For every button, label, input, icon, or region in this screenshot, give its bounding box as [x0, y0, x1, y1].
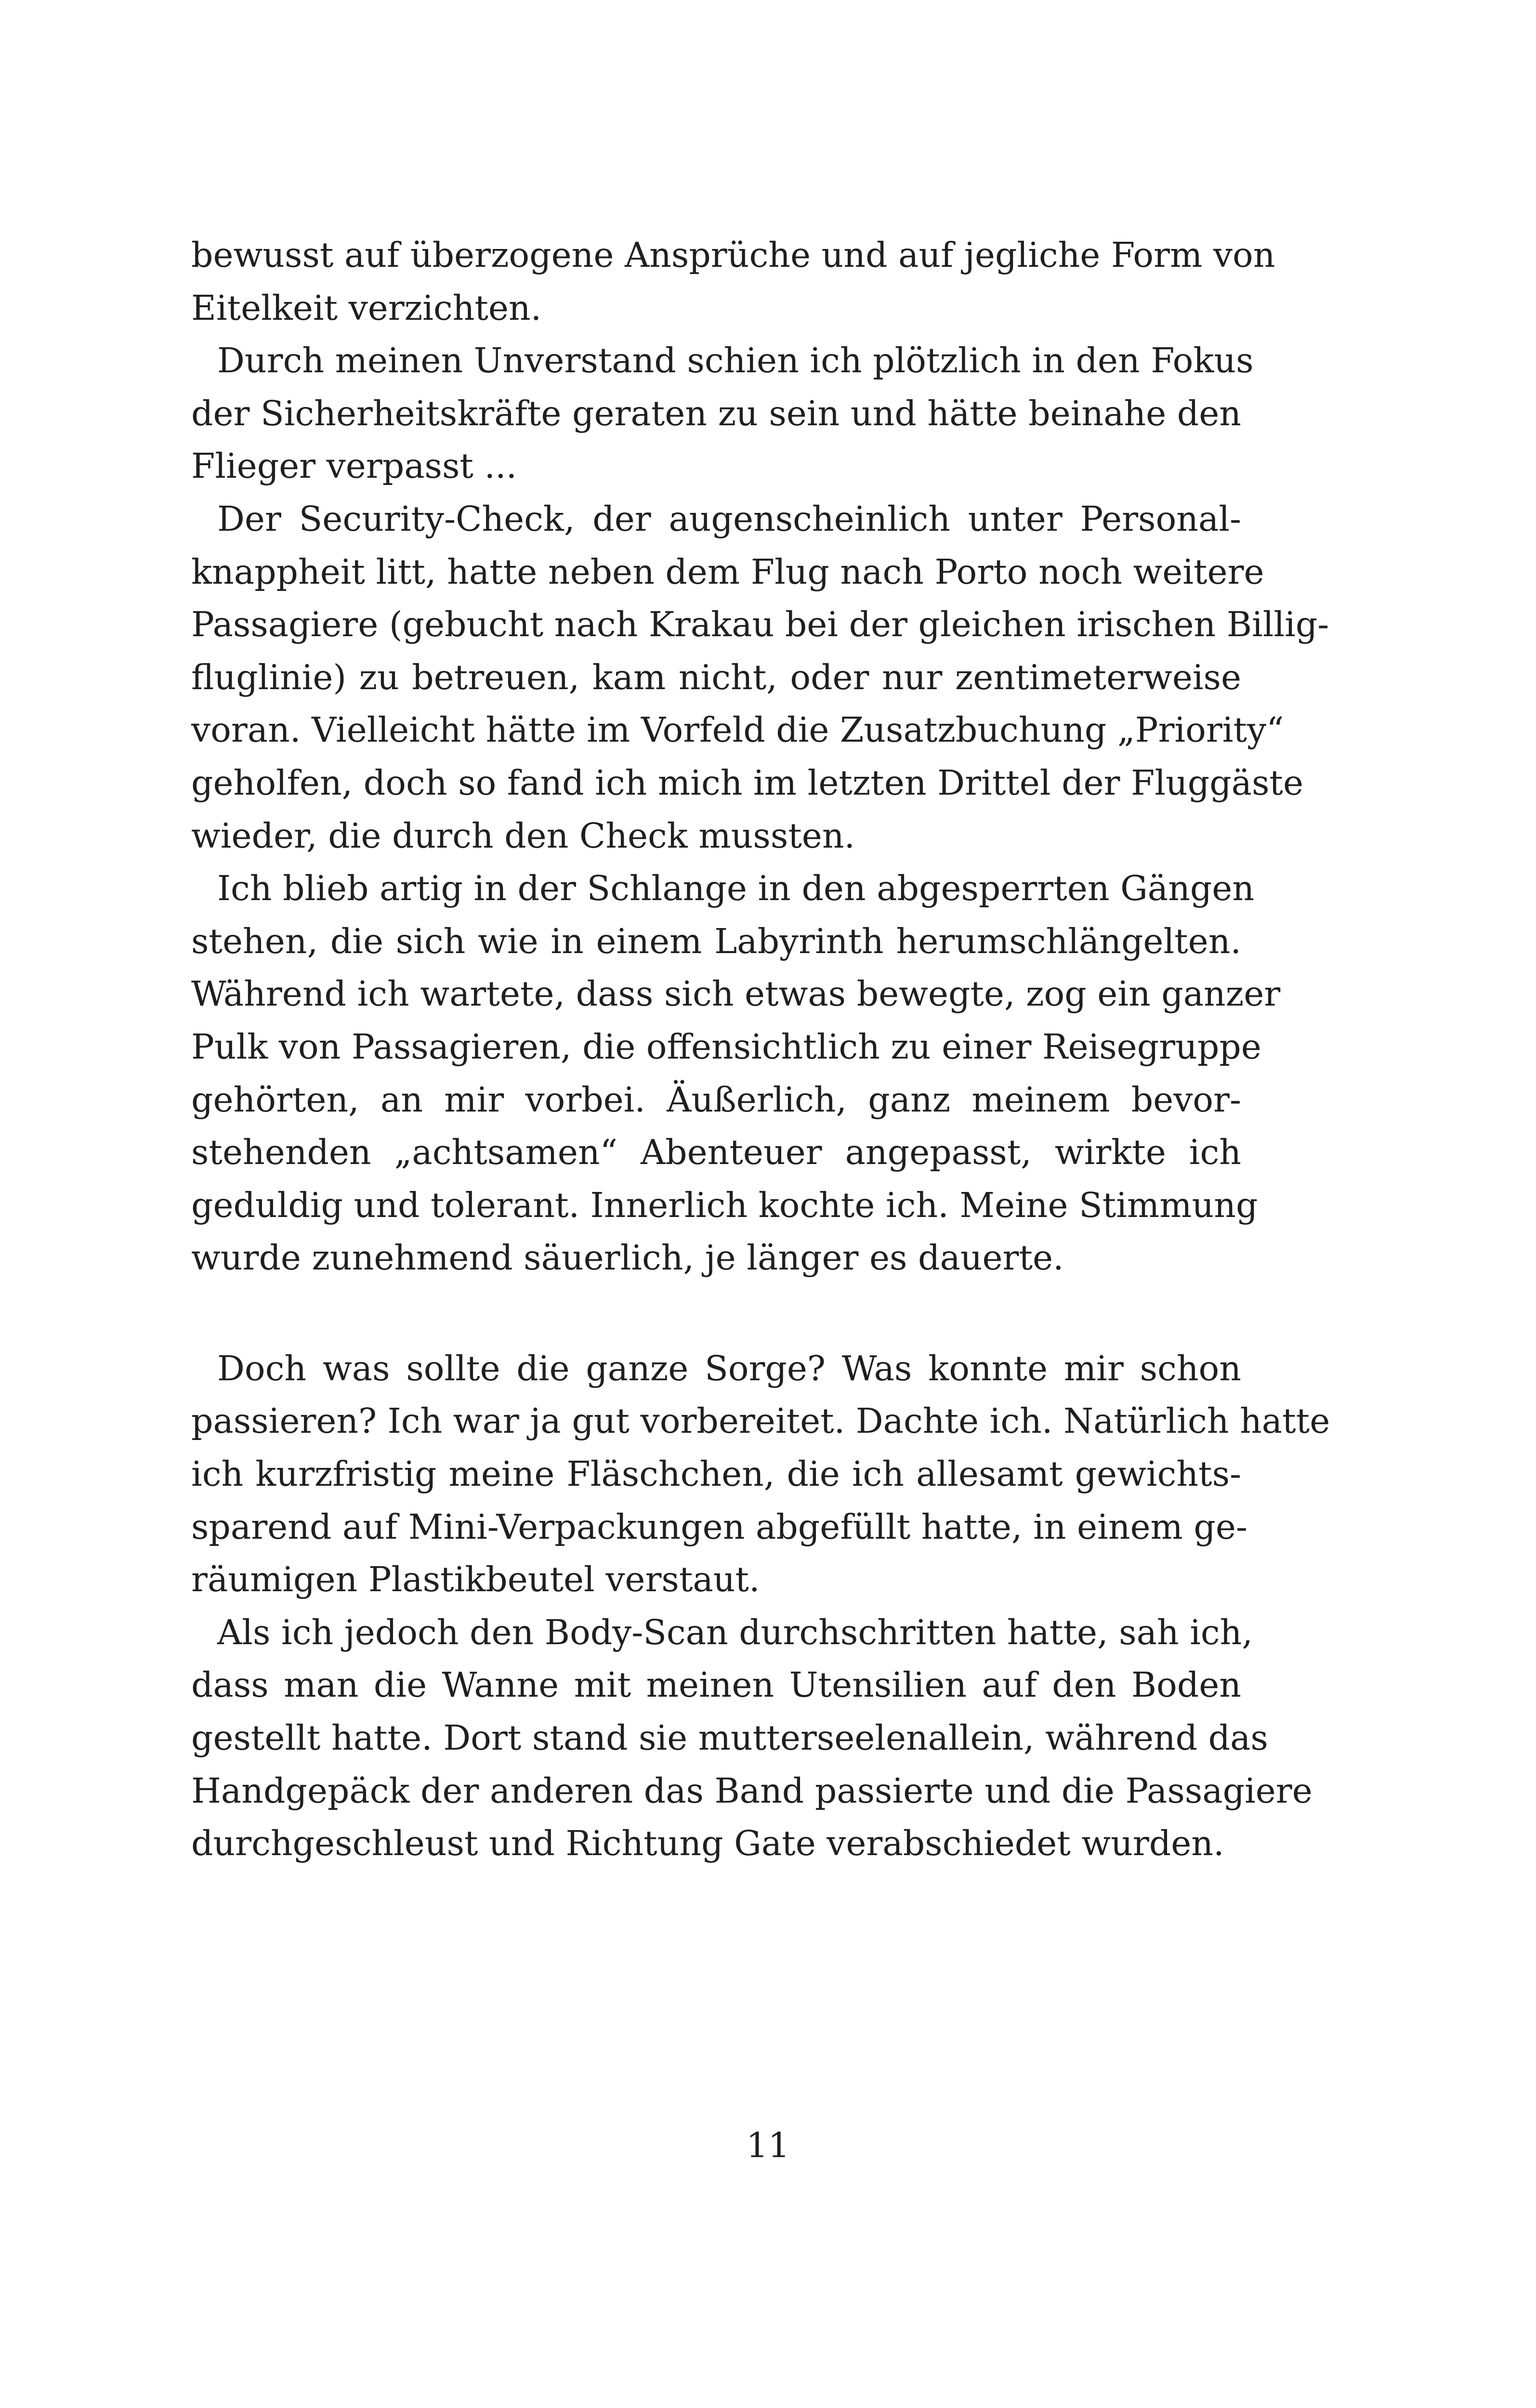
paragraph [191, 862, 1281, 1284]
text-line: knappheit litt, hatte neben dem Flug nach Porto noch weitere [191, 551, 1264, 592]
text-line: räumigen Plastikbeutel verstaut. [191, 1559, 760, 1600]
text-line: bewusst auf überzogene Ansprüche und auf jegliche Form von [191, 235, 1275, 275]
text-line: Ich blieb artig in der Schlange in den abgesperrten Gängen [217, 868, 1255, 909]
text-line: dass man die Wanne mit meinen Utensilien auf den Boden [191, 1665, 1241, 1705]
text-line: passieren? Ich war ja gut vorbereitet. Dachte ich. Natürlich hatte [191, 1401, 1330, 1441]
section-break [191, 1284, 1241, 1342]
text-line: Handgepäck der anderen das Band passierte und die Passagiere [191, 1770, 1313, 1811]
page-number: 11 [746, 2125, 790, 2165]
paragraph [191, 334, 1254, 493]
text-line: durchgeschleust und Richtung Gate verabschiedet wurden. [191, 1823, 1224, 1864]
text-line: stehenden „achtsamen“ Abenteuer angepasst, wirkte ich [191, 1132, 1241, 1173]
text-line: voran. Vielleicht hätte im Vorfeld die Zusatzbuchung „Priority“ [191, 710, 1284, 750]
text-line: Passagiere (gebucht nach Krakau bei der gleichen irischen Billig- [191, 604, 1329, 645]
paragraph [191, 1342, 1330, 1606]
text-line: gestellt hatte. Dort stand sie mutterseelenallein, während das [191, 1718, 1268, 1758]
text-line: Doch was sollte die ganze Sorge? Was konnte mir schon [217, 1348, 1241, 1388]
text-line: Der Security-Check, der augenscheinlich unter Personal- [217, 498, 1241, 539]
text-line: Pulk von Passagieren, die offensichtlich zu einer Reisegruppe [191, 1026, 1261, 1067]
text-line: sparend auf Mini-Verpackungen abgefüllt hatte, in einem ge- [191, 1506, 1247, 1547]
text-line: Als ich jedoch den Body-Scan durchschritten hatte, sah ich, [217, 1612, 1253, 1652]
body-text [191, 229, 1330, 1870]
text-line: Flieger verpasst ... [191, 446, 517, 486]
text-line: wieder, die durch den Check mussten. [191, 815, 855, 856]
paragraph [191, 1606, 1313, 1870]
text-line: Eitelkeit verzichten. [191, 288, 542, 328]
paragraph [191, 493, 1329, 862]
text-line: geholfen, doch so fand ich mich im letzten Drittel der Fluggäste [191, 762, 1303, 803]
text-line: der Sicherheitskräfte geraten zu sein und hätte beinahe den [191, 393, 1241, 433]
paragraph [191, 229, 1275, 334]
text-line: ich kurzfristig meine Fläschchen, die ich allesamt gewichts- [191, 1454, 1241, 1494]
text-line: geduldig und tolerant. Innerlich kochte ich. Meine Stimmung [191, 1185, 1258, 1225]
text-line: Durch meinen Unverstand schien ich plötzlich in den Fokus [217, 340, 1254, 381]
text-line: Während ich wartete, dass sich etwas bewegte, zog ein ganzer [191, 974, 1281, 1014]
text-line: fluglinie) zu betreuen, kam nicht, oder nur zentimeterweise [191, 657, 1241, 697]
text-line: stehen, die sich wie in einem Labyrinth herumschlängelten. [191, 921, 1241, 961]
text-line: wurde zunehmend säuerlich, je länger es dauerte. [191, 1238, 1064, 1278]
text-line: gehörten, an mir vorbei. Äußerlich, ganz meinem bevor- [191, 1079, 1241, 1120]
